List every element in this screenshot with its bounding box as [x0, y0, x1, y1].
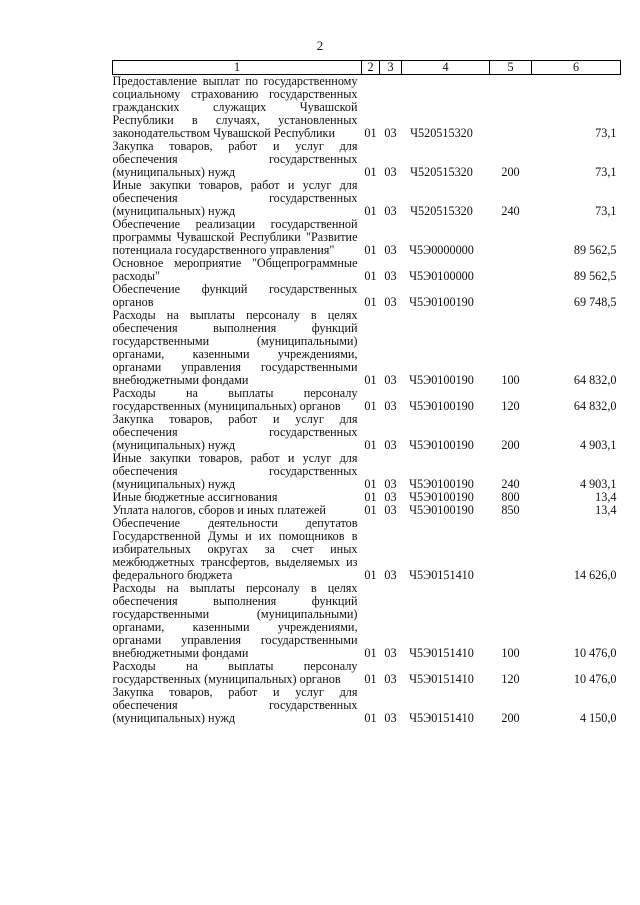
row-section: 01 — [364, 568, 377, 582]
row-name: Расходы на выплаты персоналу в целях обеспечения выполнения функций государственными (муниципальными) органами, казенными учреждениями, органами управления государственными внебюджетными фондами — [112, 308, 358, 387]
row-section: 01 — [364, 672, 377, 686]
row-subsection: 03 — [384, 243, 397, 257]
row-amount: 73,1 — [595, 204, 617, 218]
table-row — [113, 387, 621, 413]
row-amount: 64 832,0 — [573, 373, 617, 387]
header-cell-expense-type: 5 — [490, 61, 532, 75]
row-amount: 73,1 — [595, 165, 617, 179]
row-subsection: 03 — [384, 126, 397, 140]
row-target-code: Ч5Э0100190 — [409, 438, 474, 452]
row-section: 01 — [364, 438, 377, 452]
row-subsection: 03 — [384, 646, 397, 660]
row-expense-type — [490, 257, 532, 283]
row-name: Закупка товаров, работ и услуг для обеспечения государственных (муниципальных) нужд — [112, 685, 358, 725]
row-name: Иные бюджетные ассигнования — [112, 490, 278, 504]
row-amount: 13,4 — [595, 503, 617, 517]
row-subsection: 03 — [384, 373, 397, 387]
row-target-code: Ч5Э0100000 — [409, 269, 474, 283]
table-body — [113, 75, 621, 726]
row-amount: 4 150,0 — [579, 711, 617, 725]
row-amount: 89 562,5 — [573, 269, 617, 283]
row-expense-type — [490, 75, 532, 141]
table-row — [113, 140, 621, 179]
row-section: 01 — [364, 503, 377, 517]
header-cell-target-code: 4 — [402, 61, 490, 75]
row-target-code: Ч5Э0151410 — [409, 646, 474, 660]
header-cell-amount: 6 — [532, 61, 621, 75]
row-section: 01 — [364, 399, 377, 413]
row-name: Обеспечение функций государственных органов — [112, 282, 358, 309]
table-row — [113, 517, 621, 582]
table-row — [113, 75, 621, 141]
row-amount: 14 626,0 — [573, 568, 617, 582]
row-name: Уплата налогов, сборов и иных платежей — [112, 503, 326, 517]
row-target-code: Ч5Э0151410 — [409, 672, 474, 686]
row-expense-type: 120 — [501, 399, 520, 413]
row-section: 01 — [364, 269, 377, 283]
row-subsection: 03 — [384, 711, 397, 725]
row-expense-type — [490, 218, 532, 257]
table-row — [113, 179, 621, 218]
row-expense-type: 200 — [501, 165, 520, 179]
table-row — [113, 452, 621, 491]
row-section: 01 — [364, 490, 377, 504]
table-row — [113, 218, 621, 257]
row-target-code: Ч520515320 — [410, 204, 473, 218]
row-amount: 73,1 — [595, 126, 617, 140]
table-row — [113, 582, 621, 660]
row-amount: 4 903,1 — [579, 438, 617, 452]
row-name: Обеспечение реализации государственной программы Чувашской Республики "Развитие потенциала государственного управления" — [112, 217, 358, 257]
header-cell-subsection: 3 — [380, 61, 402, 75]
row-subsection: 03 — [384, 438, 397, 452]
row-subsection: 03 — [384, 568, 397, 582]
row-section: 01 — [364, 646, 377, 660]
row-target-code: Ч5Э0000000 — [409, 243, 474, 257]
row-expense-type: 240 — [501, 204, 520, 218]
row-expense-type: 200 — [501, 711, 520, 725]
row-expense-type: 100 — [501, 373, 520, 387]
row-section: 01 — [364, 243, 377, 257]
row-subsection: 03 — [384, 399, 397, 413]
row-name: Закупка товаров, работ и услуг для обеспечения государственных (муниципальных) нужд — [112, 139, 358, 179]
row-amount: 4 903,1 — [579, 477, 617, 491]
row-expense-type: 100 — [501, 646, 520, 660]
row-expense-type: 200 — [501, 438, 520, 452]
header-row — [113, 61, 621, 75]
table-row — [113, 686, 621, 725]
row-expense-type: 240 — [501, 477, 520, 491]
page-number: 2 — [316, 38, 324, 53]
budget-table — [112, 60, 621, 725]
row-name: Иные закупки товаров, работ и услуг для обеспечения государственных (муниципальных) нужд — [112, 178, 358, 218]
row-name: Расходы на выплаты персоналу государственных (муниципальных) органов — [112, 386, 358, 413]
row-expense-type: 850 — [501, 503, 520, 517]
row-section: 01 — [364, 165, 377, 179]
row-section: 01 — [364, 204, 377, 218]
row-target-code: Ч520515320 — [410, 165, 473, 179]
header-cell-section: 2 — [362, 61, 380, 75]
row-expense-type: 800 — [501, 490, 520, 504]
row-subsection: 03 — [384, 165, 397, 179]
row-expense-type — [490, 517, 532, 582]
row-amount: 10 476,0 — [573, 646, 617, 660]
row-target-code: Ч520515320 — [410, 126, 473, 140]
table-row — [113, 309, 621, 387]
table-row — [113, 660, 621, 686]
header-cell-name: 1 — [113, 61, 362, 75]
row-subsection: 03 — [384, 295, 397, 309]
row-name: Расходы на выплаты персоналу в целях обеспечения выполнения функций государственными (муниципальными) органами, казенными учреждениями, органами управления государственными внебюджетными фондами — [112, 581, 358, 660]
row-amount: 64 832,0 — [573, 399, 617, 413]
row-subsection: 03 — [384, 477, 397, 491]
table-row — [113, 257, 621, 283]
row-section: 01 — [364, 126, 377, 140]
row-amount: 89 562,5 — [573, 243, 617, 257]
row-target-code: Ч5Э0100190 — [409, 503, 474, 517]
row-target-code: Ч5Э0100190 — [409, 477, 474, 491]
row-subsection: 03 — [384, 503, 397, 517]
row-section: 01 — [364, 711, 377, 725]
row-target-code: Ч5Э0100190 — [409, 490, 474, 504]
row-subsection: 03 — [384, 672, 397, 686]
row-expense-type — [490, 283, 532, 309]
table-row — [113, 413, 621, 452]
row-name: Закупка товаров, работ и услуг для обеспечения государственных (муниципальных) нужд — [112, 412, 358, 452]
row-subsection: 03 — [384, 269, 397, 283]
row-target-code: Ч5Э0100190 — [409, 399, 474, 413]
table-row — [113, 283, 621, 309]
row-name: Предоставление выплат по государственному социальному страхованию государственных гражданских служащих Чувашской Республики в случаях, установленных законодательством Чувашской Республики — [112, 74, 358, 140]
row-section: 01 — [364, 477, 377, 491]
row-subsection: 03 — [384, 204, 397, 218]
row-target-code: Ч5Э0151410 — [409, 711, 474, 725]
row-name: Основное мероприятие "Общепрограммные расходы" — [112, 256, 358, 283]
row-amount: 10 476,0 — [573, 672, 617, 686]
row-amount: 69 748,5 — [573, 295, 617, 309]
row-target-code: Ч5Э0151410 — [409, 568, 474, 582]
table-header — [113, 61, 621, 75]
row-name: Иные закупки товаров, работ и услуг для обеспечения государственных (муниципальных) нужд — [112, 451, 358, 491]
row-expense-type: 120 — [501, 672, 520, 686]
row-target-code: Ч5Э0100190 — [409, 295, 474, 309]
row-subsection: 03 — [384, 490, 397, 504]
row-section: 01 — [364, 295, 377, 309]
row-name: Расходы на выплаты персоналу государственных (муниципальных) органов — [112, 659, 358, 686]
row-target-code: Ч5Э0100190 — [409, 373, 474, 387]
row-name: Обеспечение деятельности депутатов Государственной Думы и их помощников в избирательных округах за счет иных межбюджетных трансфертов, выделяемых из федерального бюджета — [112, 516, 358, 582]
row-section: 01 — [364, 373, 377, 387]
row-amount: 13,4 — [595, 490, 617, 504]
